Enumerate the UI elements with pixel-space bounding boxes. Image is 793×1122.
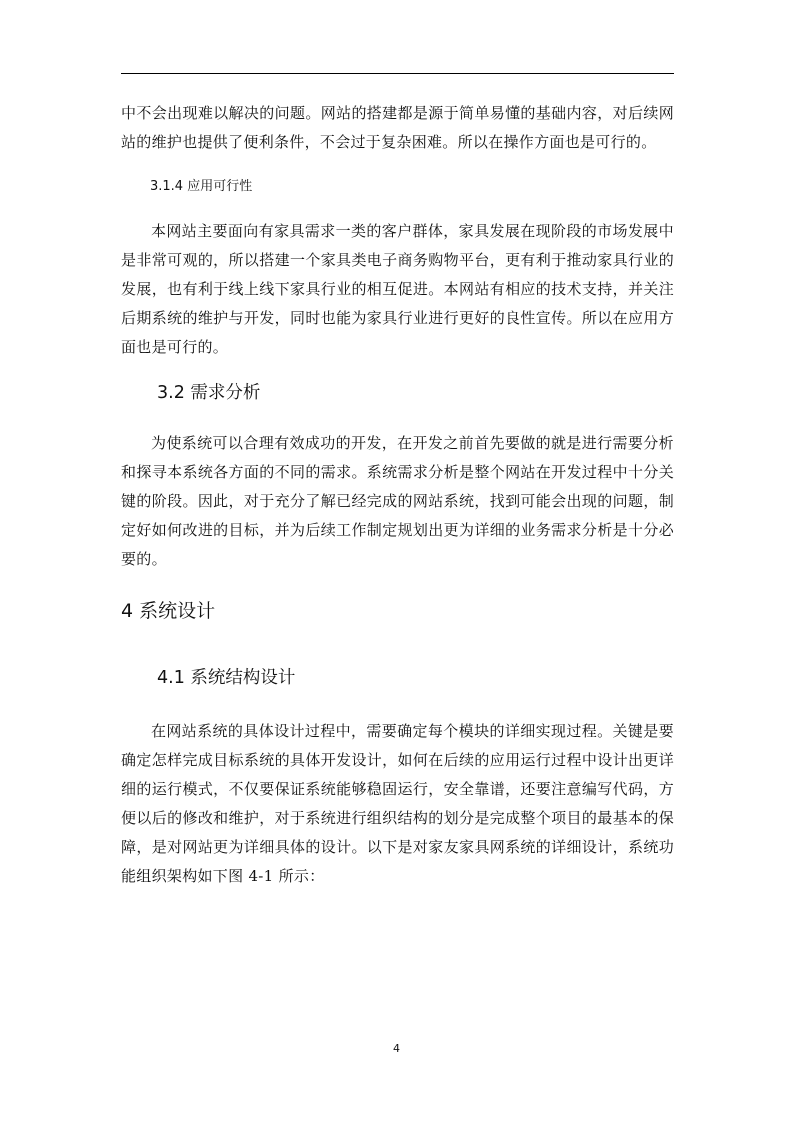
paragraph-requirements-analysis: 为使系统可以合理有效成功的开发，在开发之前首先要做的就是进行需要分析和探寻本系统各方面的不同的需求。系统需求分析是整个网站在开发过程中十分关键的阶段。因此，对于充分了解已经完成的网站系统，找到可能会出现的问题，制定好如何改进的目标，并为后续工作制定规划出更为详细的业务需求分析是十分必要的。 bbox=[121, 434, 674, 568]
header-rule bbox=[121, 73, 674, 74]
paragraph-operational-feasibility-end: 中不会出现难以解决的问题。网站的搭建都是源于简单易懂的基础内容，对后续网站的维护也提供了便利条件，不会过于复杂困难。所以在操作方面也是可行的。 bbox=[121, 104, 674, 151]
paragraph-system-structure-design: 在网站系统的具体设计过程中，需要确定每个模块的详细实现过程。关键是要确定怎样完成目标系统的具体开发设计，如何在后续的应用运行过程中设计出更详细的运行模式，不仅要保证系统能够稳固运行，安全靠谱，还要注意编写代码，方便以后的修改和维护，对于系统进行组织结构的划分是完成整个项目的最基本的保障，是对网站更为详细具体的设计。以下是对家友家具网系统的详细设计，系统功能组织架构如下图 4-1 所示： bbox=[121, 722, 674, 885]
heading-chapter-4: 4 系统设计 bbox=[121, 600, 216, 622]
page-number: 4 bbox=[393, 1042, 400, 1055]
heading-4-1: 4.1 系统结构设计 bbox=[157, 668, 296, 688]
heading-3-2: 3.2 需求分析 bbox=[157, 383, 261, 403]
paragraph-application-feasibility: 本网站主要面向有家具需求一类的客户群体，家具发展在现阶段的市场发展中是非常可观的，所以搭建一个家具类电子商务购物平台，更有利于推动家具行业的发展，也有利于线上线下家具行业的相互促进。本网站有相应的技术支持，并关注后期系统的维护与开发，同时也能为家具行业进行更好的良性宣传。所以在应用方面也是可行的。 bbox=[121, 222, 674, 356]
heading-3-1-4: 3.1.4 应用可行性 bbox=[150, 179, 253, 194]
